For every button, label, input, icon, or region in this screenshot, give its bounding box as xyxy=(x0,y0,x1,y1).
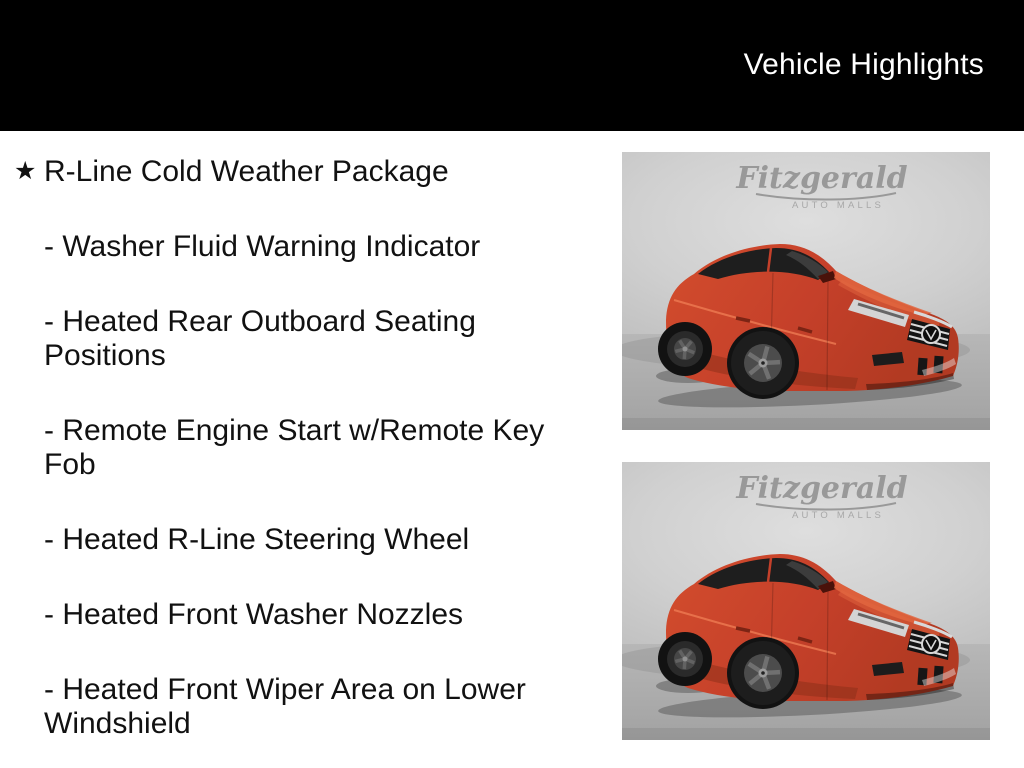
dealer-watermark-subtitle: AUTO MALLS xyxy=(791,510,885,521)
header-bar xyxy=(0,0,1024,131)
dealer-watermark-name: Fitzgerald xyxy=(736,161,908,196)
dealer-watermark-subtitle: AUTO MALLS xyxy=(791,200,885,211)
feature-item: - Heated R-Line Steering Wheel xyxy=(44,523,470,556)
feature-items xyxy=(14,230,574,741)
vehicle-photo-svg xyxy=(622,462,990,740)
feature-group-title: R-Line Cold Weather Package xyxy=(44,155,449,188)
feature-item: - Heated Rear Outboard Seating Positions xyxy=(44,305,476,372)
feature-group-title-row xyxy=(14,155,574,189)
feature-item: - Remote Engine Start w/Remote Key Fob xyxy=(44,414,545,481)
vehicle-photo-svg xyxy=(622,152,990,430)
star-bullet-icon: ★ xyxy=(14,157,37,185)
feature-list xyxy=(14,155,574,741)
vehicle-photo-1 xyxy=(622,152,990,430)
feature-item: - Heated Front Wiper Area on Lower Windshield xyxy=(44,673,526,740)
feature-item: - Washer Fluid Warning Indicator xyxy=(44,230,481,263)
page-title: Vehicle Highlights xyxy=(743,48,984,81)
feature-item: - Heated Front Washer Nozzles xyxy=(44,598,464,631)
dealer-watermark-name: Fitzgerald xyxy=(736,471,908,506)
vehicle-photo-2 xyxy=(622,462,990,740)
